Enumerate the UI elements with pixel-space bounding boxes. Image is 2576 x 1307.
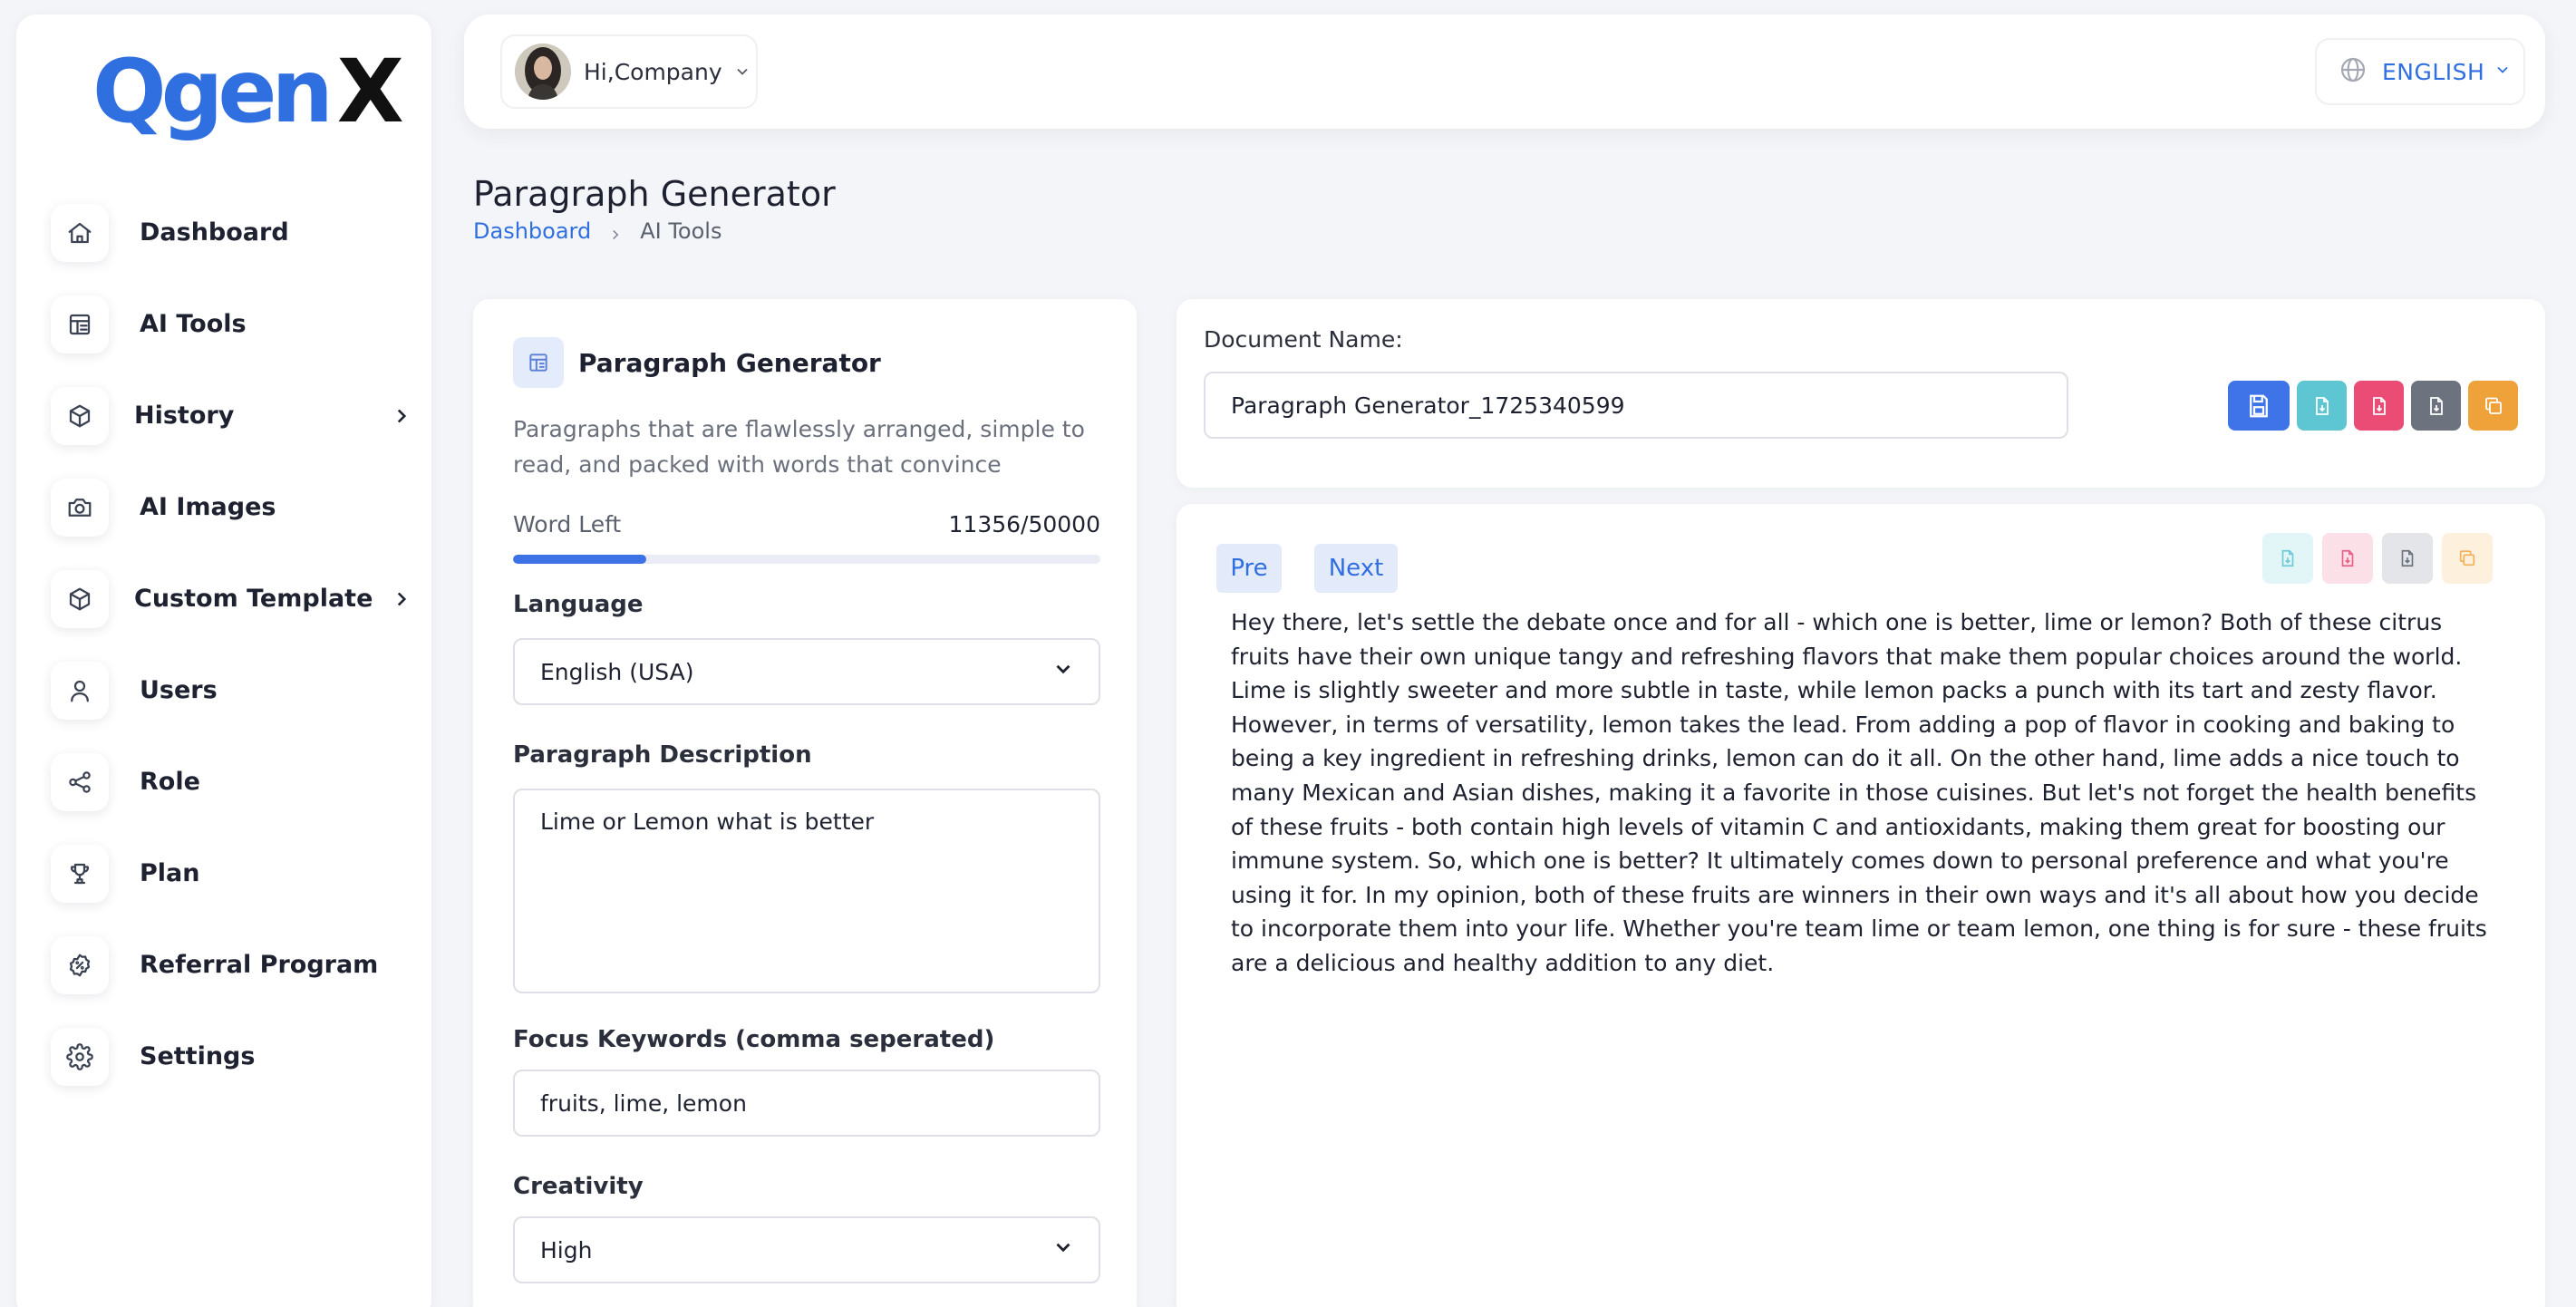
tools-icon — [513, 337, 564, 388]
next-button[interactable]: Next — [1314, 544, 1398, 593]
globe-icon — [2339, 55, 2368, 88]
creativity-select-value: High — [540, 1236, 593, 1263]
sidebar-item-label: Settings — [140, 1042, 256, 1070]
generated-paragraph[interactable]: Hey there, let's settle the debate once and for all - which one is better, lime or lemon? Both of these citrus fruits have their own unique tangy and refreshing flavors that make them popular choices around the world. Lime is slightly sweeter and more subtle in taste, while lemon packs a punch with its tart and zesty flavor. However, in terms of versatility, lemon takes the lead. From adding a pop of flavor in cooking and baking to being a key ingredient in refreshing drinks, lemon can do it all. On the other hand, lime adds a nice touch to many Mexican and Asian dishes, making it a favorite in those cuisines. But let's not forget the health benefits of these fruits - both contain high levels of vitamin C and antioxidants, making them great for boosting our immune system. So, which one is better? It ultimately comes down to personal preference and what you're using it for. In my opinion, both of these fruits are winners in their own ways and it's all about how you decide to incorporate them into your life. Whether you're team lime or team lemon, one thing is for sure - these fruits are a delicious and healthy addition to any diet. — [1231, 609, 2487, 976]
tools-icon — [51, 295, 109, 353]
language-select[interactable] — [513, 638, 1100, 705]
avatar — [515, 44, 571, 100]
chevron-down-icon — [733, 63, 751, 81]
language-select-value: English (USA) — [540, 658, 694, 685]
output-export-txt-button[interactable] — [2382, 533, 2433, 584]
word-left-label: Word Left — [513, 511, 622, 537]
file-icon — [2311, 395, 2333, 417]
sidebar-item-label: Referral Program — [140, 951, 379, 979]
keywords-input-value: fruits, lime, lemon — [540, 1089, 747, 1117]
cube-icon — [51, 387, 109, 445]
export-pdf-button[interactable] — [2354, 381, 2404, 431]
user-icon — [51, 662, 109, 720]
sidebar-item-dashboard[interactable] — [51, 187, 413, 278]
sidebar-item-label: Plan — [140, 859, 200, 887]
sidebar-item-custom-template[interactable] — [51, 553, 413, 644]
output-card — [1177, 504, 2545, 1307]
language-selector[interactable] — [2315, 38, 2525, 105]
sidebar-item-settings[interactable] — [51, 1011, 413, 1102]
badge-icon — [51, 936, 109, 994]
breadcrumb-current: AI Tools — [640, 218, 722, 244]
chevron-down-icon — [2494, 61, 2512, 82]
document-name-value: Paragraph Generator_1725340599 — [1231, 392, 1625, 419]
document-name-card — [1177, 299, 2545, 488]
sidebar-item-label: AI Images — [140, 493, 276, 521]
chevron-down-icon — [1051, 1235, 1075, 1264]
sidebar-item-label: AI Tools — [140, 310, 247, 338]
logo-accent: X — [336, 41, 399, 142]
creativity-field-label: Creativity — [513, 1173, 644, 1200]
creativity-select[interactable] — [513, 1216, 1100, 1283]
sidebar-nav — [51, 187, 413, 1102]
file-icon — [2397, 548, 2417, 568]
file-icon — [2426, 395, 2447, 417]
sidebar-item-history[interactable] — [51, 370, 413, 461]
sidebar-item-ai-images[interactable] — [51, 461, 413, 553]
cube-icon — [51, 570, 109, 628]
save-icon — [2245, 392, 2272, 420]
user-menu[interactable] — [500, 34, 758, 109]
sidebar-item-label: Custom Template — [134, 585, 373, 613]
description-textarea[interactable] — [513, 789, 1100, 993]
word-progress-fill — [513, 555, 646, 564]
generator-form-card — [473, 299, 1137, 1307]
export-doc-button[interactable] — [2297, 381, 2347, 431]
save-button[interactable] — [2228, 381, 2290, 431]
export-txt-button[interactable] — [2411, 381, 2461, 431]
output-export-pdf-button[interactable] — [2322, 533, 2373, 584]
logo-text: Qgen — [92, 41, 328, 142]
brand-logo[interactable] — [92, 42, 399, 141]
camera-icon — [51, 479, 109, 537]
card-header — [513, 337, 881, 388]
document-name-input[interactable] — [1204, 372, 2068, 439]
card-title: Paragraph Generator — [578, 347, 881, 378]
file-icon — [2368, 395, 2390, 417]
chevron-down-icon — [1051, 657, 1075, 686]
file-icon — [2338, 548, 2358, 568]
sidebar-item-label: Role — [140, 768, 200, 796]
share-icon — [51, 753, 109, 811]
output-copy-button[interactable] — [2442, 533, 2493, 584]
file-icon — [2278, 548, 2298, 568]
home-icon — [51, 204, 109, 262]
language-field-label: Language — [513, 591, 644, 618]
output-actions — [2262, 533, 2493, 584]
sidebar-item-ai-tools[interactable] — [51, 278, 413, 370]
sidebar-item-plan[interactable] — [51, 828, 413, 919]
language-label: ENGLISH — [2382, 58, 2485, 85]
page-title: Paragraph Generator — [473, 174, 836, 214]
document-actions — [2228, 381, 2518, 431]
keywords-input[interactable] — [513, 1070, 1100, 1137]
user-greeting: Hi,Company — [584, 58, 722, 85]
copy-icon — [2483, 395, 2504, 417]
copy-icon — [2457, 548, 2477, 568]
copy-button[interactable] — [2468, 381, 2518, 431]
word-left-row — [513, 511, 1100, 537]
sidebar — [16, 15, 431, 1307]
sidebar-item-label: History — [134, 402, 235, 430]
sidebar-item-label: Dashboard — [140, 218, 289, 247]
previous-button[interactable]: Pre — [1216, 544, 1282, 593]
word-left-count: 11356/50000 — [948, 511, 1100, 537]
document-name-label: Document Name: — [1204, 326, 1403, 353]
word-progress-bar — [513, 555, 1100, 564]
gear-icon — [51, 1028, 109, 1086]
trophy-icon — [51, 845, 109, 903]
card-description: Paragraphs that are flawlessly arranged, simple to read, and packed with words that convince — [513, 416, 1085, 478]
breadcrumb-link-dashboard[interactable]: Dashboard — [473, 218, 592, 244]
sidebar-item-role[interactable] — [51, 736, 413, 828]
chevron-right-icon — [390, 587, 413, 611]
description-field-label: Paragraph Description — [513, 741, 812, 769]
sidebar-item-label: Users — [140, 676, 218, 704]
sidebar-item-users[interactable] — [51, 644, 413, 736]
chevron-right-icon — [607, 223, 624, 239]
output-export-doc-button[interactable] — [2262, 533, 2313, 584]
top-header — [464, 15, 2545, 129]
chevron-right-icon — [390, 404, 413, 428]
breadcrumb — [473, 218, 721, 244]
sidebar-item-referral-program[interactable] — [51, 919, 413, 1011]
keywords-field-label: Focus Keywords (comma seperated) — [513, 1026, 995, 1053]
